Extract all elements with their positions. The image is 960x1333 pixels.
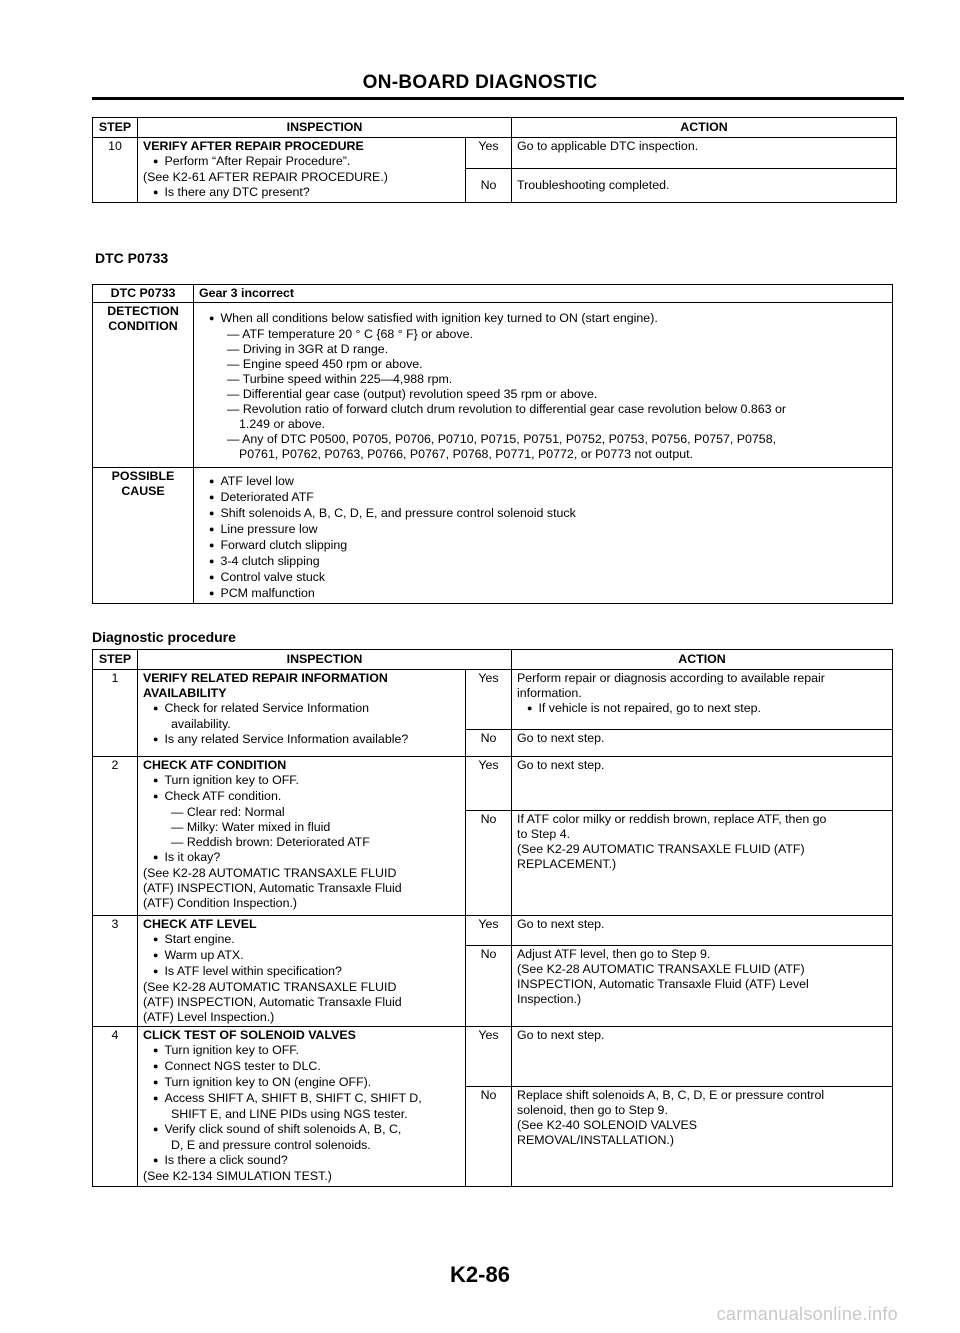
cause-label-line: CAUSE xyxy=(121,484,165,498)
inspection-line: (ATF) INSPECTION, Automatic Transaxle Fluid xyxy=(143,995,402,1009)
action-line: Replace shift solenoids A, B, C, D, E or pressure control xyxy=(517,1088,825,1102)
cause-line: ● 3-4 clutch slipping xyxy=(199,554,887,570)
detection-condition-label xyxy=(93,303,194,468)
no-action xyxy=(512,946,893,1027)
possible-cause-label xyxy=(93,468,194,604)
inspection-cell xyxy=(138,757,466,916)
inspection-title: CHECK ATF CONDITION xyxy=(143,758,287,772)
step-number: 10 xyxy=(93,138,138,203)
detection-line: ● When all conditions below satisfied with ignition key turned to ON (start engine). xyxy=(199,311,887,327)
action-line: to Step 4. xyxy=(517,827,571,841)
action-line: (See K2-28 AUTOMATIC TRANSAXLE FLUID (ATF) xyxy=(517,962,805,977)
detection-line: — ATF temperature 20 ° C {68 ° F} or above. xyxy=(227,327,473,341)
inspection-line: ● Is there any DTC present? xyxy=(143,185,460,201)
inspection-line: (See K2-28 AUTOMATIC TRANSAXLE FLUID xyxy=(143,866,397,880)
action-line: Perform repair or diagnosis according to available repair xyxy=(517,671,825,685)
inspection-line: D, E and pressure control solenoids. xyxy=(171,1138,371,1152)
col-action-header: ACTION xyxy=(512,650,893,670)
col-inspection-header: INSPECTION xyxy=(138,118,512,138)
inspection-line: ● Warm up ATX. xyxy=(143,948,460,964)
detection-line: — Engine speed 450 rpm or above. xyxy=(227,357,423,371)
no-action xyxy=(512,811,893,916)
step-number: 4 xyxy=(93,1027,138,1187)
inspection-cell xyxy=(138,670,466,757)
no-label: No xyxy=(466,169,512,203)
inspection-line: ● Connect NGS tester to DLC. xyxy=(143,1059,460,1075)
yes-label: Yes xyxy=(466,138,512,169)
inspection-line: — Reddish brown: Deteriorated ATF xyxy=(171,835,370,849)
inspection-title: AVAILABILITY xyxy=(143,686,227,700)
inspection-line: ● Turn ignition key to ON (engine OFF). xyxy=(143,1075,460,1091)
col-step-header: STEP xyxy=(93,118,138,138)
action-line: Go to next step. xyxy=(517,1028,605,1042)
action-line: Go to next step. xyxy=(517,917,605,931)
inspection-line: ● Access SHIFT A, SHIFT B, SHIFT C, SHIFT D, xyxy=(143,1091,460,1107)
inspection-line: ● Check for related Service Information xyxy=(143,701,460,717)
action-line: REPLACEMENT.) xyxy=(517,857,617,871)
action-line: information. xyxy=(517,686,582,700)
detection-label-line: CONDITION xyxy=(108,319,178,333)
detection-condition-cell xyxy=(194,303,893,468)
inspection-line: ● Start engine. xyxy=(143,932,460,948)
dtc-name: Gear 3 incorrect xyxy=(194,285,893,303)
title-rule xyxy=(92,97,904,100)
step-number: 1 xyxy=(93,670,138,757)
cause-line: ● Shift solenoids A, B, C, D, E, and pressure control solenoid stuck xyxy=(199,506,887,522)
col-inspection-header: INSPECTION xyxy=(138,650,512,670)
inspection-line: ● Perform “After Repair Procedure”. xyxy=(143,154,460,170)
action-line: Go to next step. xyxy=(517,758,605,772)
yes-action xyxy=(512,916,893,946)
step-number: 3 xyxy=(93,916,138,1027)
inspection-line: — Milky: Water mixed in fluid xyxy=(171,820,331,834)
step10-table xyxy=(92,117,897,203)
inspection-line: ● Is there a click sound? xyxy=(143,1153,460,1169)
detection-line: — Revolution ratio of forward clutch drum revolution to differential gear case revolution below 0.863 or xyxy=(227,402,787,416)
yes-label: Yes xyxy=(466,916,512,946)
page-number: K2-86 xyxy=(450,1262,510,1287)
inspection-line: (See K2-134 SIMULATION TEST.) xyxy=(143,1169,332,1183)
yes-action xyxy=(512,670,893,730)
action-line: If ATF color milky or reddish brown, replace ATF, then go xyxy=(517,812,827,826)
no-label: No xyxy=(466,1087,512,1187)
action-line: Go to next step. xyxy=(517,731,605,745)
no-label: No xyxy=(466,730,512,757)
detection-line: — Driving in 3GR at D range. xyxy=(227,342,389,356)
inspection-line: (See K2-61 AFTER REPAIR PROCEDURE.) xyxy=(143,170,388,184)
no-label: No xyxy=(466,811,512,916)
action-line: INSPECTION, Automatic Transaxle Fluid (ATF) Level xyxy=(517,977,809,992)
inspection-line: ● Check ATF condition. xyxy=(143,789,460,805)
inspection-line: ● Turn ignition key to OFF. xyxy=(143,1043,460,1059)
watermark: carmanualsonline.info xyxy=(716,1304,898,1324)
action-line: (See K2-40 SOLENOID VALVES xyxy=(517,1118,697,1132)
cause-line: ● PCM malfunction xyxy=(199,586,887,602)
detection-line: — Differential gear case (output) revolution speed 35 rpm or above. xyxy=(227,387,598,401)
action-line: (See K2-29 AUTOMATIC TRANSAXLE FLUID (ATF) xyxy=(517,842,805,856)
yes-action: Go to applicable DTC inspection. xyxy=(512,138,897,169)
dtc-code: DTC P0733 xyxy=(93,285,194,303)
action-line: Inspection.) xyxy=(517,992,582,1007)
inspection-line: ● Is it okay? xyxy=(143,850,460,866)
inspection-cell xyxy=(138,138,466,203)
possible-cause-cell xyxy=(194,468,893,604)
inspection-title: VERIFY RELATED REPAIR INFORMATION xyxy=(143,671,388,685)
inspection-line: ● Turn ignition key to OFF. xyxy=(143,773,460,789)
detection-line: — Any of DTC P0500, P0705, P0706, P0710, P0715, P0751, P0752, P0753, P0756, P0757, P0758, xyxy=(227,432,777,446)
detection-line: — Turbine speed within 225—4,988 rpm. xyxy=(227,372,453,386)
inspection-title: CHECK ATF LEVEL xyxy=(143,917,257,931)
inspection-line: ● Verify click sound of shift solenoids A, B, C, xyxy=(143,1122,460,1138)
cause-line: ● Forward clutch slipping xyxy=(199,538,887,554)
no-action xyxy=(512,1087,893,1187)
inspection-line: (See K2-28 AUTOMATIC TRANSAXLE FLUID xyxy=(143,980,397,994)
procedure-heading: Diagnostic procedure xyxy=(92,629,236,645)
no-action: Troubleshooting completed. xyxy=(512,169,897,203)
inspection-line: ● Is ATF level within specification? xyxy=(143,964,460,980)
yes-action xyxy=(512,1027,893,1087)
action-line: REMOVAL/INSTALLATION.) xyxy=(517,1133,674,1147)
procedure-table xyxy=(92,649,893,1187)
detection-label-line: DETECTION xyxy=(107,304,179,318)
dtc-heading: DTC P0733 xyxy=(95,250,169,266)
inspection-line: — Clear red: Normal xyxy=(171,805,285,819)
inspection-title: VERIFY AFTER REPAIR PROCEDURE xyxy=(143,139,364,153)
action-line: ● If vehicle is not repaired, go to next step. xyxy=(517,701,887,717)
step-number: 2 xyxy=(93,757,138,916)
inspection-line: (ATF) Condition Inspection.) xyxy=(143,896,298,910)
yes-label: Yes xyxy=(466,757,512,811)
inspection-cell xyxy=(138,916,466,1027)
cause-line: ● Line pressure low xyxy=(199,522,887,538)
action-line: solenoid, then go to Step 9. xyxy=(517,1103,668,1117)
dtc-table xyxy=(92,284,893,604)
yes-action xyxy=(512,757,893,811)
inspection-line: ● Is any related Service Information available? xyxy=(143,732,460,748)
yes-label: Yes xyxy=(466,1027,512,1087)
inspection-line: availability. xyxy=(171,717,231,731)
inspection-line: (ATF) Level Inspection.) xyxy=(143,1010,275,1024)
cause-line: ● Deteriorated ATF xyxy=(199,490,887,506)
yes-label: Yes xyxy=(466,670,512,730)
cause-label-line: POSSIBLE xyxy=(111,469,175,483)
col-action-header: ACTION xyxy=(512,118,897,138)
inspection-line: SHIFT E, and LINE PIDs using NGS tester. xyxy=(171,1107,408,1121)
col-step-header: STEP xyxy=(93,650,138,670)
action-line: Adjust ATF level, then go to Step 9. xyxy=(517,947,711,962)
detection-line: 1.249 or above. xyxy=(239,417,326,431)
inspection-title: CLICK TEST OF SOLENOID VALVES xyxy=(143,1028,356,1042)
page-title: ON-BOARD DIAGNOSTIC xyxy=(362,72,598,93)
detection-line: P0761, P0762, P0763, P0766, P0767, P0768, P0771, P0772, or P0773 not output. xyxy=(239,447,694,461)
cause-line: ● Control valve stuck xyxy=(199,570,887,586)
cause-line: ● ATF level low xyxy=(199,474,887,490)
inspection-cell xyxy=(138,1027,466,1187)
inspection-line: (ATF) INSPECTION, Automatic Transaxle Fluid xyxy=(143,881,402,895)
no-action xyxy=(512,730,893,757)
no-label: No xyxy=(466,946,512,1027)
